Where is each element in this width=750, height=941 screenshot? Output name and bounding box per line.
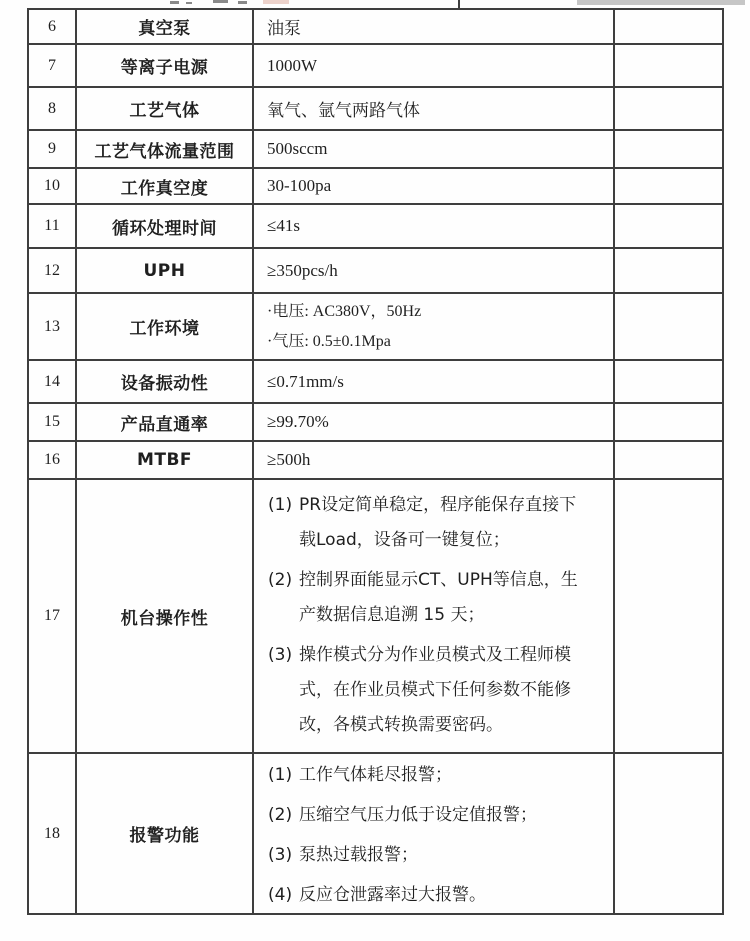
row-number-cell: 9 [28, 130, 76, 168]
spec-name-cell: 机台操作性 [76, 479, 253, 753]
spec-name-cell: 报警功能 [76, 753, 253, 914]
spec-name-cell: 设备振动性 [76, 360, 253, 403]
spec-value-cell: ≥350pcs/h [253, 248, 614, 293]
spec-name-cell: 等离子电源 [76, 44, 253, 87]
row-number-cell: 14 [28, 360, 76, 403]
table-row [28, 204, 723, 248]
table-row [28, 44, 723, 87]
remark-cell [614, 403, 723, 441]
remark-cell [614, 753, 723, 914]
top-edge-column-line-stub [458, 0, 460, 8]
top-edge-text-fragment [213, 0, 228, 3]
table-row [28, 360, 723, 403]
list-item-marker: (3) [268, 845, 293, 865]
row-number-cell: 7 [28, 44, 76, 87]
table-row [28, 441, 723, 479]
table-row [28, 479, 723, 753]
list-item [266, 882, 587, 909]
remark-cell [614, 248, 723, 293]
list-item-text: PR设定简单稳定，程序能保存直接下载Load，设备可一键复位； [299, 495, 577, 550]
spec-value-cell: 30-100pa [253, 168, 614, 204]
list-item-text: 反应仓泄露率过大报警。 [299, 885, 486, 905]
spec-value-cell [253, 753, 614, 914]
row-number-cell: 18 [28, 753, 76, 914]
list-item [266, 488, 587, 558]
spec-value-cell: 500sccm [253, 130, 614, 168]
list-item-marker: (3) [268, 645, 293, 665]
remark-cell [614, 9, 723, 44]
list-item-text: 控制界面能显示CT、UPH等信息，生产数据信息追溯 15 天； [299, 570, 578, 625]
remark-cell [614, 360, 723, 403]
table-row [28, 130, 723, 168]
table-row [28, 753, 723, 914]
list-item-text: 压缩空气压力低于设定值报警； [299, 805, 537, 825]
list-item-marker: (1) [268, 495, 293, 515]
list-item-marker: (2) [268, 570, 293, 590]
spec-name-cell: 真空泵 [76, 9, 253, 44]
row-number-cell: 16 [28, 441, 76, 479]
table-row [28, 293, 723, 360]
row-number-cell: 15 [28, 403, 76, 441]
list-item [266, 762, 587, 789]
spec-value-cell: 油泵 [253, 9, 614, 44]
spec-name-cell: UPH [76, 248, 253, 293]
table-row [28, 403, 723, 441]
table-row [28, 9, 723, 44]
remark-cell [614, 293, 723, 360]
env-pressure-line: ·气压: 0.5±0.1Mpa [267, 332, 391, 350]
spec-value-cell: ≤0.71mm/s [253, 360, 614, 403]
top-edge-text-fragment [186, 2, 192, 4]
spec-value-cell [253, 479, 614, 753]
remark-cell [614, 204, 723, 248]
spec-name-cell: 工艺气体 [76, 87, 253, 130]
row-number-cell: 8 [28, 87, 76, 130]
spec-value-cell: 氧气、氩气两路气体 [253, 87, 614, 130]
row-number-cell: 11 [28, 204, 76, 248]
list-item [266, 802, 587, 829]
spec-name-cell: MTBF [76, 441, 253, 479]
spec-value-cell: ≥99.70% [253, 403, 614, 441]
row-number-cell: 12 [28, 248, 76, 293]
spec-name-cell: 循环处理时间 [76, 204, 253, 248]
remark-cell [614, 168, 723, 204]
remark-cell [614, 44, 723, 87]
list-item-text: 泵热过载报警； [299, 845, 418, 865]
specification-table [27, 8, 724, 915]
remark-cell [614, 479, 723, 753]
spec-name-cell: 工作环境 [76, 293, 253, 360]
row-number-cell: 17 [28, 479, 76, 753]
top-edge-text-fragment [238, 1, 247, 4]
spec-value-cell: ≥500h [253, 441, 614, 479]
remark-cell [614, 87, 723, 130]
spec-name-cell: 工作真空度 [76, 168, 253, 204]
list-item-text: 操作模式分为作业员模式及工程师模式，在作业员模式下任何参数不能修改，各模式转换需要密码。 [299, 645, 571, 735]
list-item-marker: (4) [268, 885, 293, 905]
list-item-marker: (1) [268, 765, 293, 785]
list-item [266, 842, 587, 869]
top-edge-text-fragment [170, 1, 179, 4]
remark-cell [614, 130, 723, 168]
row-number-cell: 10 [28, 168, 76, 204]
list-item-text: 工作气体耗尽报警； [299, 765, 452, 785]
row-number-cell: 13 [28, 293, 76, 360]
row-number-cell: 6 [28, 9, 76, 44]
top-edge-smudge [263, 0, 289, 4]
spec-value-cell: ≤41s [253, 204, 614, 248]
spec-value-cell: 1000W [253, 44, 614, 87]
remark-cell [614, 441, 723, 479]
table-row [28, 168, 723, 204]
list-item-marker: (2) [268, 805, 293, 825]
top-edge-gray-bar-fragment [577, 0, 745, 5]
table-row [28, 248, 723, 293]
table-row [28, 87, 723, 130]
list-item [266, 563, 587, 633]
list-item [266, 638, 587, 743]
spec-name-cell: 工艺气体流量范围 [76, 130, 253, 168]
env-voltage-line: ·电压: AC380V，50Hz [267, 302, 422, 320]
spec-name-cell: 产品直通率 [76, 403, 253, 441]
spec-value-cell [253, 293, 614, 360]
